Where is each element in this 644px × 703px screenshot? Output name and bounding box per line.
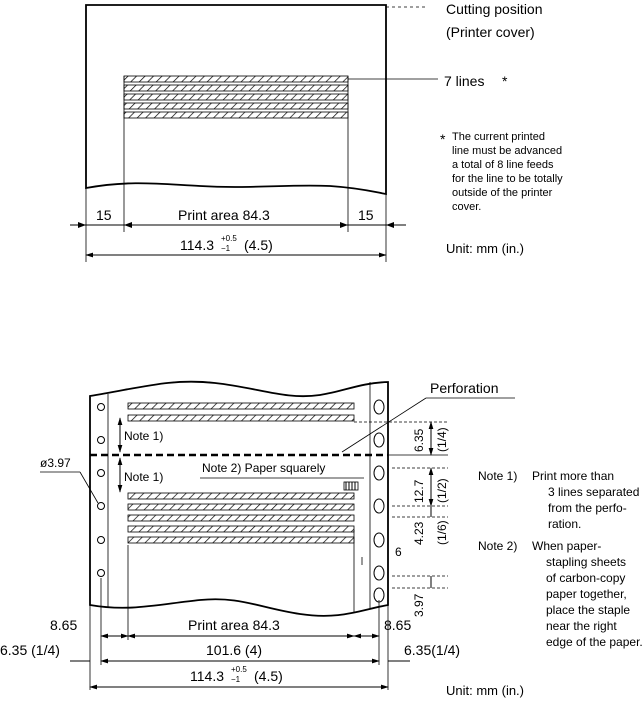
- sprocket-hole: [98, 404, 105, 411]
- sprocket-hole: [374, 533, 384, 547]
- dim-8-65-right: 8.65: [384, 617, 412, 633]
- unit-label: Unit: mm (in.): [446, 241, 524, 256]
- hole-diameter-label: ø3.97: [40, 456, 71, 470]
- note1-text-line: from the perfo-: [548, 501, 627, 515]
- cutting-position-label: Cutting position: [446, 1, 543, 17]
- print-line: [128, 526, 354, 532]
- hole-diameter-leader: [80, 472, 98, 503]
- seven-lines-label: 7 lines: [444, 73, 485, 89]
- tolerance-upper: +0.5: [231, 665, 247, 674]
- print-line: [124, 103, 348, 109]
- dim-1-6-value: (1/6): [435, 520, 449, 545]
- print-line: [128, 493, 354, 499]
- footnote-asterisk: *: [440, 131, 446, 147]
- print-line: [128, 537, 354, 543]
- note1-marker: Note 1): [124, 429, 164, 443]
- dim-6-35-right: 6.35(1/4): [404, 642, 461, 658]
- bottom-diagram: [0, 380, 643, 698]
- footnote-line: outside of the printer: [452, 187, 553, 199]
- dim-6-value: 6: [395, 545, 402, 559]
- note1-text-line: Print more than: [532, 469, 615, 483]
- dim-8-65-left: 8.65: [50, 617, 78, 633]
- print-line: [124, 112, 348, 118]
- footnote-line: The current printed: [452, 131, 545, 143]
- sprocket-hole: [98, 570, 105, 577]
- left-sprocket-holes: [98, 404, 105, 577]
- note2-marker: Note 2) Paper squarely: [202, 461, 326, 475]
- sprocket-hole: [374, 466, 384, 480]
- dim-3-97-value: 3.97: [412, 593, 426, 617]
- note1-text-line: 3 lines separated: [548, 485, 640, 499]
- total-width-inch: (4.5): [244, 237, 273, 253]
- unit-label: Unit: mm (in.): [446, 683, 524, 698]
- total-width-inch: (4.5): [254, 668, 283, 684]
- bottom-print-lines-upper: [128, 403, 354, 421]
- seven-lines-asterisk: *: [502, 73, 508, 89]
- note2-text-line: paper together,: [546, 587, 627, 601]
- right-margin-dim: 15: [358, 207, 374, 223]
- top-diagram: [70, 1, 563, 262]
- note2-text-line: near the right: [546, 619, 617, 633]
- sprocket-hole: [374, 400, 384, 414]
- printer-cover-label: (Printer cover): [446, 24, 535, 40]
- total-width-value: 114.3: [180, 237, 214, 253]
- print-area-dim: Print area 84.3: [188, 617, 280, 633]
- print-line: [124, 94, 348, 100]
- print-line: [128, 504, 354, 510]
- tolerance-upper: +0.5: [221, 234, 237, 243]
- dim-1-2-value: (1/2): [435, 478, 449, 503]
- perforation-label: Perforation: [430, 380, 499, 396]
- note2-text-line: place the staple: [546, 603, 631, 617]
- dim-6-35-value: 6.35: [412, 428, 426, 452]
- note2-text-line: of carbon-copy: [546, 571, 626, 585]
- sprocket-hole: [98, 470, 105, 477]
- note1-text-line: ration.: [548, 517, 582, 531]
- sprocket-hole: [98, 503, 105, 510]
- dim-12-7-value: 12.7: [412, 479, 426, 503]
- sprocket-hole: [98, 537, 105, 544]
- staple-icon: [344, 482, 358, 490]
- sprocket-hole: [374, 588, 384, 602]
- note1-title: Note 1): [478, 469, 518, 483]
- footnote-line: for the line to be totally: [452, 173, 563, 185]
- footnote-line: cover.: [452, 201, 482, 213]
- note2-text-line: When paper-: [532, 539, 602, 553]
- note2-text-line: edge of the paper.: [546, 635, 643, 649]
- top-print-lines: [124, 76, 348, 118]
- dim-1-4-value: (1/4): [435, 427, 449, 452]
- footnote-line: line must be advanced: [452, 145, 563, 157]
- sprocket-hole: [374, 433, 384, 447]
- tolerance-lower: −1: [231, 675, 241, 684]
- sprocket-hole: [98, 437, 105, 444]
- total-width-value: 114.3: [190, 668, 224, 684]
- sprocket-hole: [374, 499, 384, 513]
- sprocket-hole: [374, 566, 384, 580]
- print-area-dim: Print area 84.3: [178, 207, 270, 223]
- left-margin-dim: 15: [96, 207, 112, 223]
- note2-text-line: stapling sheets: [546, 555, 627, 569]
- note1-marker: Note 1): [124, 470, 164, 484]
- print-line: [124, 76, 348, 82]
- bottom-print-lines-lower: [128, 493, 354, 543]
- print-line: [128, 415, 354, 421]
- print-line: [128, 403, 354, 409]
- dim-101-6: 101.6 (4): [206, 642, 263, 658]
- footnote-line: a total of 8 line feeds: [452, 159, 554, 171]
- tolerance-lower: −1: [221, 244, 231, 253]
- note2-title: Note 2): [478, 539, 518, 553]
- dim-4-23-value: 4.23: [412, 521, 426, 545]
- print-line: [128, 515, 354, 521]
- print-line: [124, 85, 348, 91]
- dim-6-35-left: 6.35 (1/4): [0, 642, 60, 658]
